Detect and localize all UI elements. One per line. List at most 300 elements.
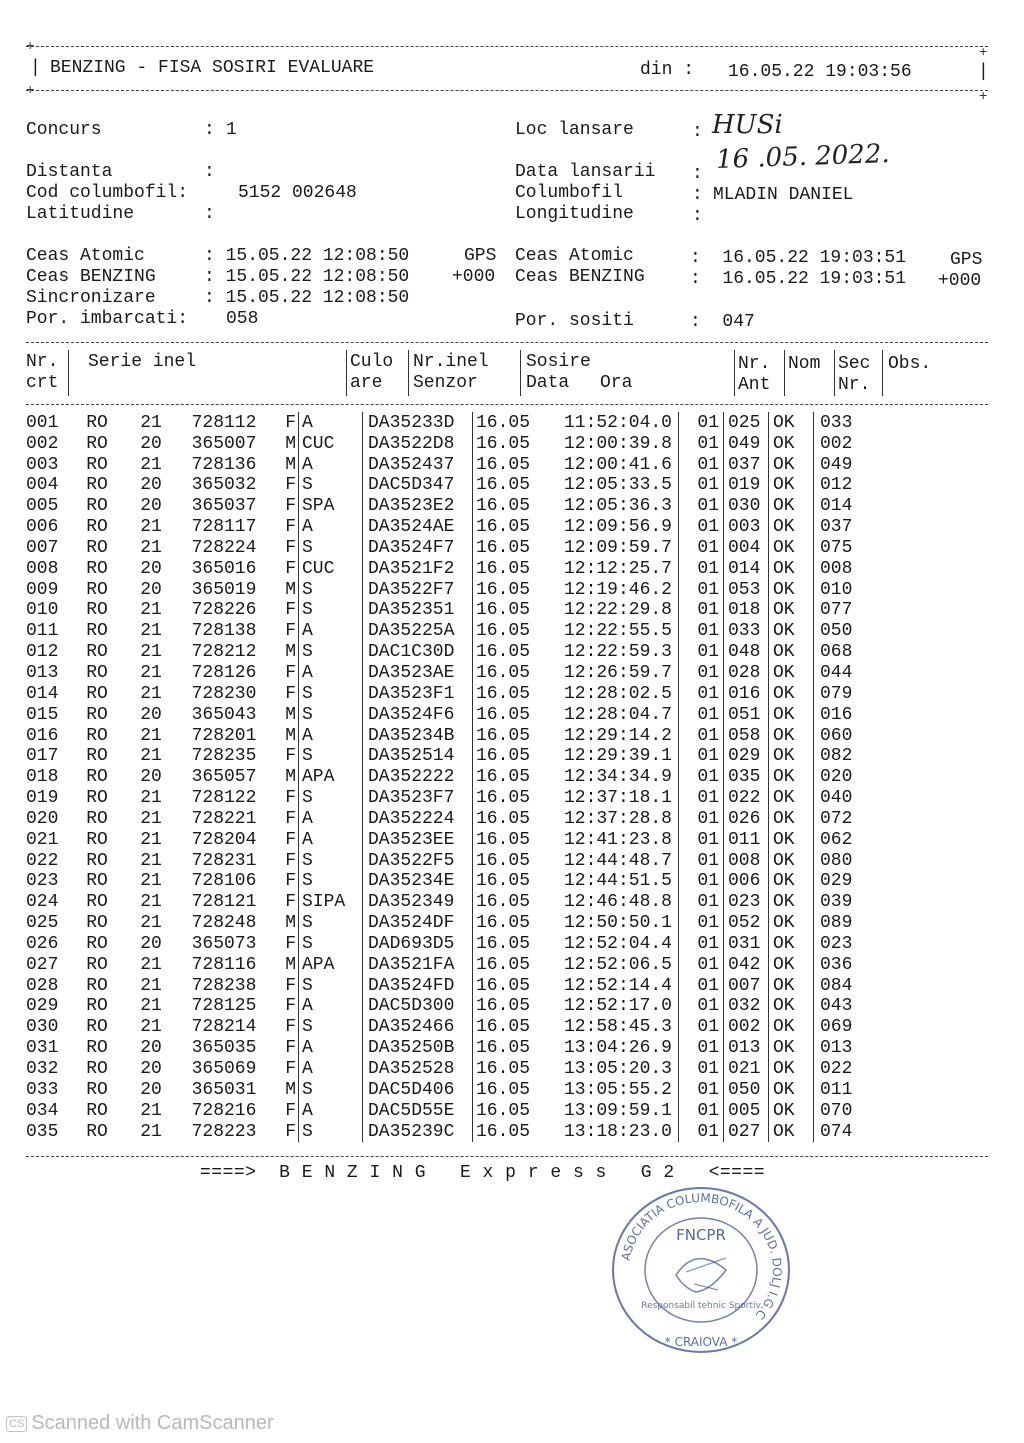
- cell-nr-crt: 026: [26, 933, 59, 954]
- club-stamp-seal: [606, 1180, 796, 1360]
- cell-color: APA: [299, 954, 363, 975]
- cell-nom: 023: [724, 891, 769, 912]
- cell-color: S: [299, 683, 363, 704]
- table-row: [26, 433, 900, 454]
- cell-obs: 072: [820, 808, 853, 829]
- cell-nr-ant: 01: [697, 683, 719, 704]
- cell-sensor-ring: DA352437: [363, 454, 473, 475]
- cell-color: A: [299, 725, 363, 746]
- cell-sec-status: OK: [769, 933, 814, 954]
- cell-ring-number: 728112: [191, 412, 257, 433]
- rule-corner: +: [979, 45, 988, 61]
- footer-banner: ====> B E N Z I N G E x p r e s s G 2 <====: [200, 1163, 766, 1183]
- cell-arrival-date: 16.05: [476, 788, 531, 809]
- cell-ring-number: 728226: [191, 600, 257, 621]
- cell-nom: 022: [724, 787, 769, 808]
- cell-nr-ant: 01: [697, 517, 719, 538]
- table-row: [26, 954, 900, 975]
- header-top-rule: [26, 46, 988, 47]
- cell-sec-status: OK: [769, 891, 814, 912]
- cell-obs: 084: [820, 975, 853, 996]
- cell-color: S: [299, 1016, 363, 1037]
- cell-nr-ant: 01: [697, 475, 719, 496]
- table-row: [26, 537, 900, 558]
- cell-arrival-date: 16.05: [476, 621, 531, 642]
- cell-ring-number: 365073: [191, 933, 257, 954]
- cell-arrival-time: 13:18:23.0: [548, 1121, 679, 1142]
- table-row: [26, 1121, 900, 1142]
- cell-country: RO: [86, 579, 108, 600]
- cell-arrival-time: 13:09:59.1: [548, 1100, 679, 1121]
- cell-ring-number: 728117: [191, 517, 257, 538]
- cell-nr-ant: 01: [697, 642, 719, 663]
- cell-year: 21: [140, 537, 162, 558]
- por-sositi-value: : 047: [690, 312, 755, 332]
- cell-obs: 075: [820, 537, 853, 558]
- cell-year: 20: [140, 1079, 162, 1100]
- cell-sensor-ring: DA3522F7: [363, 579, 473, 600]
- table-row: [26, 620, 900, 641]
- th-ora: Ora: [600, 373, 633, 393]
- cell-obs: 043: [820, 996, 853, 1017]
- table-row: [26, 683, 900, 704]
- latitudine-sep: :: [204, 204, 215, 224]
- data-lansarii-sep: :: [692, 164, 703, 184]
- table-header-top-rule: [26, 342, 988, 343]
- th-nr: Nr.: [26, 352, 59, 372]
- cell-nom: 058: [724, 725, 769, 746]
- th-serie-inel: Serie inel: [88, 352, 197, 372]
- cell-ring-number: 728138: [191, 621, 257, 642]
- th-crt: crt: [26, 373, 59, 393]
- svg-text:FNCPR: FNCPR: [676, 1226, 726, 1244]
- cell-ring-number: 728221: [191, 808, 257, 829]
- cell-nom: 032: [724, 996, 769, 1017]
- cell-arrival-date: 16.05: [476, 558, 531, 579]
- cell-arrival-time: 12:26:59.7: [548, 662, 679, 683]
- cell-nom: 042: [724, 954, 769, 975]
- cell-nr-ant: 01: [697, 871, 719, 892]
- cell-arrival-date: 16.05: [476, 454, 531, 475]
- cell-country: RO: [86, 892, 108, 913]
- cell-arrival-date: 16.05: [476, 579, 531, 600]
- cell-sec-status: OK: [769, 641, 814, 662]
- cell-nr-ant: 01: [697, 433, 719, 454]
- cell-nr-crt: 027: [26, 954, 59, 975]
- cell-nom: 028: [724, 662, 769, 683]
- cell-year: 21: [140, 892, 162, 913]
- cell-sensor-ring: DAC5D300: [363, 996, 473, 1017]
- cell-color: S: [299, 1079, 363, 1100]
- cell-obs: 069: [820, 1017, 853, 1038]
- cell-arrival-date: 16.05: [476, 1017, 531, 1038]
- cell-sec-status: OK: [769, 620, 814, 641]
- cell-year: 21: [140, 412, 162, 433]
- table-row: [26, 787, 900, 808]
- cell-sensor-ring: DA3521FA: [363, 954, 473, 975]
- cell-arrival-time: 12:44:48.7: [548, 850, 679, 871]
- cell-color: S: [299, 871, 363, 892]
- report-datetime: 16.05.22 19:03:56: [728, 62, 912, 82]
- table-row: [26, 766, 900, 787]
- th-sec-1: Sec: [838, 354, 871, 374]
- cell-nom: 003: [724, 516, 769, 537]
- cell-year: 20: [140, 767, 162, 788]
- table-bottom-rule: [26, 1156, 988, 1157]
- cell-nr-ant: 01: [697, 996, 719, 1017]
- cell-obs: 068: [820, 642, 853, 663]
- cell-nr-crt: 014: [26, 683, 59, 704]
- cell-country: RO: [86, 850, 108, 871]
- cell-arrival-time: 13:04:26.9: [548, 1037, 679, 1058]
- cell-nr-ant: 01: [697, 850, 719, 871]
- cell-nr-crt: 015: [26, 704, 59, 725]
- cell-arrival-time: 12:37:28.8: [548, 808, 679, 829]
- cell-nr-crt: 012: [26, 642, 59, 663]
- cell-arrival-time: 12:34:34.9: [548, 766, 679, 787]
- table-row: [26, 1016, 900, 1037]
- cell-year: 20: [140, 1038, 162, 1059]
- cell-obs: 070: [820, 1100, 853, 1121]
- cell-sensor-ring: DA352222: [363, 766, 473, 787]
- cell-arrival-date: 16.05: [476, 600, 531, 621]
- ceas-benzing-right-suffix: +000: [938, 271, 982, 291]
- cell-nr-crt: 019: [26, 788, 59, 809]
- cell-country: RO: [86, 642, 108, 663]
- cell-sex: M: [274, 641, 299, 662]
- cell-sec-status: OK: [769, 725, 814, 746]
- table-row: [26, 641, 900, 662]
- table-header-bottom-rule: [26, 404, 988, 405]
- cell-color: A: [299, 516, 363, 537]
- cell-arrival-date: 16.05: [476, 1100, 531, 1121]
- cell-country: RO: [86, 433, 108, 454]
- cell-nr-crt: 018: [26, 767, 59, 788]
- cell-ring-number: 728122: [191, 788, 257, 809]
- cell-nom: 013: [724, 1037, 769, 1058]
- cell-sec-status: OK: [769, 996, 814, 1017]
- cell-nr-crt: 029: [26, 996, 59, 1017]
- cell-color: CUC: [299, 558, 363, 579]
- cell-arrival-date: 16.05: [476, 871, 531, 892]
- cell-nr-ant: 01: [697, 725, 719, 746]
- cell-obs: 039: [820, 892, 853, 913]
- cell-obs: 020: [820, 767, 853, 788]
- cell-nr-ant: 01: [697, 767, 719, 788]
- columbofil-sep: :: [692, 185, 703, 205]
- cell-year: 21: [140, 642, 162, 663]
- cell-ring-number: 728216: [191, 1100, 257, 1121]
- cell-year: 21: [140, 975, 162, 996]
- cell-ring-number: 728136: [191, 454, 257, 475]
- svg-text:* CRAIOVA *: * CRAIOVA *: [664, 1335, 738, 1349]
- col-divider: [834, 350, 835, 396]
- cell-country: RO: [86, 788, 108, 809]
- cell-year: 20: [140, 704, 162, 725]
- cell-year: 21: [140, 1121, 162, 1142]
- cell-obs: 012: [820, 475, 853, 496]
- camscanner-icon: CS: [6, 1416, 27, 1432]
- cell-nr-crt: 023: [26, 871, 59, 892]
- cell-sex: M: [274, 433, 299, 454]
- cell-year: 21: [140, 1100, 162, 1121]
- table-row: [26, 891, 900, 912]
- col-divider: [784, 350, 785, 396]
- th-sec-2: Nr.: [838, 375, 871, 395]
- cell-arrival-time: 12:09:56.9: [548, 516, 679, 537]
- cell-nr-ant: 01: [697, 913, 719, 934]
- cell-arrival-time: 13:05:55.2: [548, 1079, 679, 1100]
- cell-arrival-time: 12:05:36.3: [548, 495, 679, 516]
- cell-ring-number: 728201: [191, 725, 257, 746]
- cell-arrival-time: 12:58:45.3: [548, 1016, 679, 1037]
- table-row: [26, 412, 900, 433]
- loc-lansare-label: Loc lansare: [515, 120, 634, 140]
- cell-arrival-date: 16.05: [476, 412, 531, 433]
- columbofil-value: MLADIN DANIEL: [713, 185, 854, 205]
- cell-sex: F: [274, 933, 299, 954]
- cell-country: RO: [86, 954, 108, 975]
- cell-ring-number: 728214: [191, 1017, 257, 1038]
- cell-nr-crt: 006: [26, 517, 59, 538]
- cell-nr-crt: 033: [26, 1079, 59, 1100]
- cell-sec-status: OK: [769, 704, 814, 725]
- cell-obs: 036: [820, 954, 853, 975]
- cell-sex: F: [274, 558, 299, 579]
- table-row: [26, 808, 900, 829]
- cell-nr-ant: 01: [697, 662, 719, 683]
- table-row: [26, 579, 900, 600]
- cell-arrival-date: 16.05: [476, 1079, 531, 1100]
- svg-text:Responsabil tehnic Sportiv: Responsabil tehnic Sportiv: [641, 1301, 761, 1311]
- cell-sensor-ring: DA3524DF: [363, 912, 473, 933]
- cell-nr-crt: 007: [26, 537, 59, 558]
- cell-color: A: [299, 1037, 363, 1058]
- loc-lansare-handwritten: HUSi: [712, 110, 783, 140]
- table-row: [26, 829, 900, 850]
- cell-color: APA: [299, 766, 363, 787]
- sincronizare-label: Sincronizare: [26, 288, 156, 308]
- cell-nr-crt: 004: [26, 475, 59, 496]
- cell-sensor-ring: DA35225A: [363, 620, 473, 641]
- cell-nom: 002: [724, 1016, 769, 1037]
- cell-sec-status: OK: [769, 746, 814, 767]
- cell-sec-status: OK: [769, 787, 814, 808]
- cell-year: 21: [140, 808, 162, 829]
- cell-color: SIPA: [299, 891, 363, 912]
- cell-sex: M: [274, 954, 299, 975]
- cell-sec-status: OK: [769, 537, 814, 558]
- cell-nr-ant: 01: [697, 933, 719, 954]
- ceas-benzing-right-value: : 16.05.22 19:03:51: [690, 269, 907, 289]
- cell-arrival-date: 16.05: [476, 496, 531, 517]
- cell-sensor-ring: DA35250B: [363, 1037, 473, 1058]
- cell-sensor-ring: DAC1C30D: [363, 641, 473, 662]
- cell-nom: 030: [724, 495, 769, 516]
- cell-sensor-ring: DA352514: [363, 746, 473, 767]
- longitudine-sep: :: [692, 206, 703, 226]
- cell-year: 21: [140, 996, 162, 1017]
- cell-sensor-ring: DA3524AE: [363, 516, 473, 537]
- cell-color: A: [299, 1058, 363, 1079]
- cell-sex: F: [274, 475, 299, 496]
- cell-country: RO: [86, 1059, 108, 1079]
- cell-arrival-time: 12:52:04.4: [548, 933, 679, 954]
- table-row: [26, 495, 900, 516]
- cell-year: 21: [140, 913, 162, 934]
- cell-sec-status: OK: [769, 829, 814, 850]
- cell-nr-ant: 01: [697, 600, 719, 621]
- cell-ring-number: 728121: [191, 892, 257, 913]
- table-row: [26, 912, 900, 933]
- cell-sec-status: OK: [769, 516, 814, 537]
- cell-sec-status: OK: [769, 975, 814, 996]
- cell-arrival-date: 16.05: [476, 1121, 531, 1142]
- cell-ring-number: 728238: [191, 975, 257, 996]
- table-row: [26, 1079, 900, 1100]
- cell-nom: 029: [724, 746, 769, 767]
- longitudine-label: Longitudine: [515, 204, 634, 224]
- cell-country: RO: [86, 704, 108, 725]
- cell-sec-status: OK: [769, 412, 814, 433]
- cell-nom: 033: [724, 620, 769, 641]
- cell-sex: F: [274, 1121, 299, 1142]
- cell-arrival-date: 16.05: [476, 808, 531, 829]
- cell-year: 21: [140, 850, 162, 871]
- cell-arrival-time: 12:28:04.7: [548, 704, 679, 725]
- cell-sensor-ring: DA3523AE: [363, 662, 473, 683]
- cell-sec-status: OK: [769, 558, 814, 579]
- cell-color: S: [299, 746, 363, 767]
- cell-obs: 023: [820, 933, 853, 954]
- report-title: BENZING - FISA SOSIRI EVALUARE: [50, 58, 375, 78]
- th-culoare-1: Culo: [350, 352, 394, 372]
- cell-year: 21: [140, 600, 162, 621]
- por-imbarcati-label: Por. imbarcati:: [26, 309, 189, 329]
- cell-sec-status: OK: [769, 662, 814, 683]
- cell-ring-number: 728231: [191, 850, 257, 871]
- cell-ring-number: 728212: [191, 642, 257, 663]
- cell-nr-crt: 017: [26, 746, 59, 767]
- cell-color: SPA: [299, 495, 363, 516]
- cell-color: S: [299, 787, 363, 808]
- cell-country: RO: [86, 1121, 108, 1142]
- ceas-benzing-value: : 15.05.22 12:08:50: [204, 267, 410, 287]
- cell-sensor-ring: DA35234E: [363, 871, 473, 892]
- th-nr-ant-2: Ant: [738, 375, 771, 395]
- cell-nom: 005: [724, 1100, 769, 1121]
- cell-country: RO: [86, 871, 108, 892]
- header-bottom-rule: [26, 90, 988, 91]
- cell-year: 21: [140, 621, 162, 642]
- cell-obs: 062: [820, 829, 853, 850]
- cell-year: 21: [140, 1017, 162, 1038]
- cell-country: RO: [86, 767, 108, 788]
- cell-ring-number: 728248: [191, 913, 257, 934]
- cell-sec-status: OK: [769, 683, 814, 704]
- cell-arrival-date: 16.05: [476, 1038, 531, 1059]
- cell-ring-number: 365037: [191, 496, 257, 517]
- cell-nr-ant: 01: [697, 1079, 719, 1100]
- cell-sec-status: OK: [769, 1037, 814, 1058]
- cell-nr-crt: 028: [26, 975, 59, 996]
- cell-nom: 031: [724, 933, 769, 954]
- ceas-atomic-label: Ceas Atomic: [26, 246, 145, 266]
- din-label: din :: [640, 60, 695, 80]
- cell-nr-ant: 01: [697, 1059, 719, 1079]
- cell-nr-crt: 001: [26, 412, 59, 433]
- cell-color: A: [299, 1100, 363, 1121]
- cell-arrival-time: 12:44:51.5: [548, 871, 679, 892]
- cell-arrival-date: 16.05: [476, 954, 531, 975]
- cell-sex: F: [274, 683, 299, 704]
- cell-year: 21: [140, 725, 162, 746]
- cell-sex: F: [274, 891, 299, 912]
- cell-year: 21: [140, 829, 162, 850]
- th-nr-ant-1: Nr.: [738, 354, 771, 374]
- data-lansarii-handwritten: 16 .05. 2022.: [715, 138, 891, 176]
- cell-color: S: [299, 704, 363, 725]
- cell-sensor-ring: DAC5D406: [363, 1079, 473, 1100]
- cell-year: 20: [140, 433, 162, 454]
- cell-color: S: [299, 975, 363, 996]
- cell-color: S: [299, 537, 363, 558]
- cell-nom: 025: [724, 412, 769, 433]
- cell-color: S: [299, 1121, 363, 1142]
- col-divider: [408, 350, 409, 396]
- cell-year: 21: [140, 662, 162, 683]
- cell-obs: 089: [820, 913, 853, 934]
- cell-nr-ant: 01: [697, 808, 719, 829]
- cell-arrival-date: 16.05: [476, 475, 531, 496]
- cell-color: A: [299, 662, 363, 683]
- cell-nr-crt: 002: [26, 433, 59, 454]
- cell-color: S: [299, 579, 363, 600]
- cell-obs: 029: [820, 871, 853, 892]
- cell-nr-ant: 01: [697, 746, 719, 767]
- cell-sex: F: [274, 975, 299, 996]
- cell-nr-ant: 01: [697, 829, 719, 850]
- cell-year: 20: [140, 1059, 162, 1079]
- cell-country: RO: [86, 517, 108, 538]
- cell-year: 20: [140, 579, 162, 600]
- columbofil-label: Columbofil: [515, 183, 624, 203]
- cell-sec-status: OK: [769, 1121, 814, 1142]
- cell-country: RO: [86, 454, 108, 475]
- cell-sec-status: OK: [769, 433, 814, 454]
- cell-color: S: [299, 933, 363, 954]
- cell-country: RO: [86, 683, 108, 704]
- cell-obs: 049: [820, 454, 853, 475]
- cell-year: 21: [140, 871, 162, 892]
- table-row: [26, 1037, 900, 1058]
- cell-nom: 048: [724, 641, 769, 662]
- table-row: [26, 871, 900, 892]
- cell-arrival-time: 12:52:14.4: [548, 975, 679, 996]
- cell-sex: F: [274, 600, 299, 621]
- cell-arrival-time: 12:46:48.8: [548, 891, 679, 912]
- cell-color: A: [299, 412, 363, 433]
- cell-ring-number: 365016: [191, 558, 257, 579]
- col-divider: [734, 350, 735, 396]
- cell-arrival-date: 16.05: [476, 996, 531, 1017]
- cell-ring-number: 728230: [191, 683, 257, 704]
- cell-nom: 016: [724, 683, 769, 704]
- cell-nr-crt: 010: [26, 600, 59, 621]
- cell-obs: 079: [820, 683, 853, 704]
- cell-sensor-ring: DAC5D55E: [363, 1100, 473, 1121]
- th-nom: Nom: [788, 354, 821, 374]
